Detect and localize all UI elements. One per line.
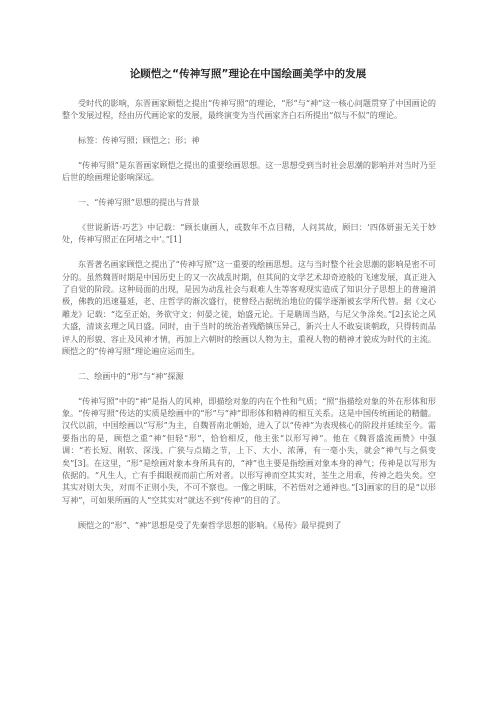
document-title: 论顾恺之“传神写照”理论在中国绘画美学中的发展 (129, 68, 367, 80)
philosophy-paragraph: 顾恺之的“形”、“神”思想是受了先秦哲学思想的影响。《易传》最早提到了 (78, 519, 342, 530)
document-body (62, 97, 436, 543)
section-heading-2: 二、绘画中的“形”与“神”探源 (78, 370, 184, 381)
background-paragraph: 东晋著名画家顾恺之提出了“传神写照”这一重要的绘画思想。这与当时整个社会思潮的影响是密不可分的。虽然魏晋时期是中国历史上的又一次战乱时期，但其间的文学艺术却奇迹般的飞速发展，真正进入了自觉的阶段。这种局面的出现，是因为动乱社会与艰难人生等客观现实造成了知识分子思想上的普遍消极，佛教的迅速蔓延，老、庄哲学的渐次盛行，使曾经占据统治地位的儒学逐渐被玄学所代替。据《文心雕龙》记载：“迄至正始，务欲守文；何晏之徒，始盛元论。于是聃周当路，与尼父争涂矣。”[2]玄论之风大盛，清谈玄理之风日盛。同时，由于当时的统治者残酷镇压异己，新兴士人不敢妄谈朝政，只得转而品评人的形貌、容止及风神才情，再加上六朝时的绘画以人物为主，重视人物的精神才貌成为时代的主流。顾恺之的“传神写照”理论遍应运而生。 (62, 259, 436, 357)
form-spirit-paragraph: “传神写照”中的“神”是指人的风神，即描绘对象的内在个性和气质；“照”指描绘对象的外在形体和形象。“传神写照”传达的实质是绘画中的“形”与“神”即形体和精神的相互关系。这是中国传统画论的精髓。汉代以前，中国绘画以“写形”为主，自魏晋南北朝始，进入了以“传神”为表现核心的阶段并延续至今。需要指出的是，顾恺之重“神”但轻“形”，恰恰相反，他主张“以形写神”。他在《魏晋盛流画赞》中强调：“若长短、刚软、深浅、广狭与点睛之节，上下、大小、浓薄，有一毫小失，就会“神气与之俱变矣”[3]。在这里，“形”是绘画对象本身所具有的，“神”也主要是指绘画对象本身的神气；传神是以写形为依据的。“凡生人，亡有手揖眼视而前亡所对者。以形写神而空其实对，荃生之用乖，传神之趋失矣。空其实对则大失，对而不正则小失，不可不察也。一像之明昧，不若悟对之通神也。”[3]画家的目的是“以形写神”，可如果所画的人“空其实对”就达不到“传神”的目的了。 (62, 395, 436, 505)
quote-paragraph: 《世说新语·巧艺》中记载：“顾长康画人，或数年不点目精，人问其故，顾曰：‘四体妍蚩无关于妙处，传神写照正在阿堵之中’。”[1] (62, 222, 436, 245)
abstract-paragraph: 受时代的影响，东晋画家顾恺之提出“传神写照”的理论，“形”与“神”这一核心问题贯穿了中国画论的整个发展过程，经由历代画论家的发展，最终演变为当代画家齐白石所提出“似与不似”的理论。 (62, 98, 436, 121)
intro-paragraph: “传神写照”是东晋画家顾恺之提出的重要绘画思想。这一思想受到当时社会思潮的影响并对当时乃至后世的绘画理论影响深远。 (62, 160, 436, 183)
section-heading-1: 一、“传神写照”思想的提出与背景 (78, 197, 200, 208)
keywords-paragraph: 标签：传神写照；顾恺之；形；神 (78, 135, 200, 146)
